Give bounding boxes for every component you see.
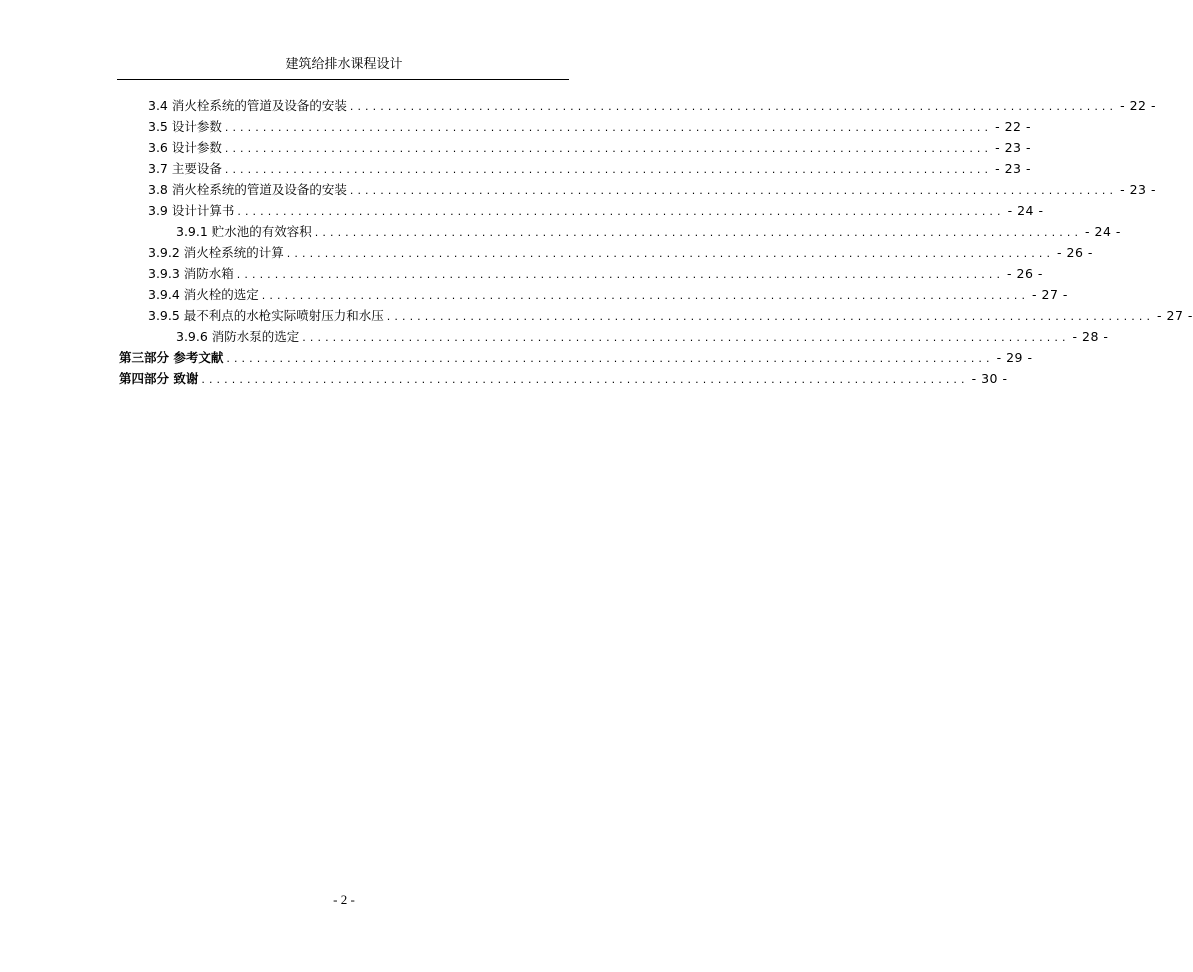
- toc-dot-leader: .....................................................................................................: [386, 310, 1155, 323]
- running-header: 建筑给排水课程设计: [285, 57, 403, 72]
- toc-dot-leader: .....................................................................................................: [224, 121, 993, 134]
- toc-entry-title: 3.9 设计计算书: [148, 203, 235, 218]
- page-number: - 2 -: [333, 892, 355, 907]
- header-divider: [117, 79, 569, 80]
- toc-entry-page: - 27 -: [1032, 287, 1068, 302]
- toc-entry-title: 3.9.3 消防水箱: [148, 266, 234, 281]
- toc-entry[interactable]: [148, 180, 1156, 200]
- toc-entry-title: 3.9.6 消防水泵的选定: [176, 329, 300, 344]
- toc-entry[interactable]: [148, 243, 1093, 263]
- toc-entry[interactable]: [148, 264, 1043, 284]
- toc-dot-leader: .....................................................................................................: [261, 289, 1030, 302]
- toc-entry[interactable]: [176, 327, 1109, 347]
- toc-entry-page: - 26 -: [1007, 266, 1043, 281]
- toc-entry-page: - 29 -: [996, 350, 1033, 365]
- toc-entry-title: 3.9.2 消火栓系统的计算: [148, 245, 284, 260]
- toc-entry[interactable]: [148, 306, 1193, 326]
- toc-entry[interactable]: [119, 369, 1008, 389]
- toc-entry-page: - 22 -: [995, 119, 1031, 134]
- toc-entry-page: - 27 -: [1157, 308, 1193, 323]
- toc-dot-leader: .....................................................................................................: [224, 142, 993, 155]
- toc-dot-leader: .....................................................................................................: [237, 205, 1005, 218]
- toc-entry-title: 3.9.1 贮水池的有效容积: [176, 224, 312, 239]
- toc-entry-page: - 24 -: [1007, 203, 1044, 218]
- toc-dot-leader: .....................................................................................................: [314, 226, 1083, 239]
- toc-dot-leader: .....................................................................................................: [286, 247, 1055, 260]
- toc-dot-leader: .....................................................................................................: [226, 352, 994, 365]
- toc-entry-title: 3.9.4 消火栓的选定: [148, 287, 259, 302]
- toc-entry-title: 第四部分 致谢: [119, 371, 199, 386]
- toc-entry-title: 3.8 消火栓系统的管道及设备的安装: [148, 182, 347, 197]
- toc-dot-leader: .....................................................................................................: [201, 373, 969, 386]
- toc-dot-leader: .....................................................................................................: [224, 163, 993, 176]
- toc-dot-leader: .....................................................................................................: [349, 100, 1118, 113]
- toc-entry[interactable]: [148, 201, 1044, 221]
- toc-entry-page: - 22 -: [1120, 98, 1156, 113]
- toc-dot-leader: .....................................................................................................: [236, 268, 1005, 281]
- toc-entry[interactable]: [148, 138, 1031, 158]
- toc-entry-page: - 23 -: [995, 161, 1031, 176]
- toc-entry-page: - 23 -: [1120, 182, 1156, 197]
- toc-entry-title: 3.6 设计参数: [148, 140, 222, 155]
- toc-entry-title: 第三部分 参考文献: [119, 350, 224, 365]
- toc-entry-page: - 24 -: [1085, 224, 1121, 239]
- toc-dot-leader: .....................................................................................................: [349, 184, 1118, 197]
- toc-entry[interactable]: [119, 348, 1033, 368]
- toc-entry[interactable]: [148, 117, 1031, 137]
- toc-entry[interactable]: [148, 96, 1156, 116]
- toc-entry[interactable]: [148, 285, 1068, 305]
- toc-entry-title: 3.5 设计参数: [148, 119, 222, 134]
- toc-entry-page: - 28 -: [1072, 329, 1109, 344]
- toc-entry-page: - 23 -: [995, 140, 1031, 155]
- toc-entry-title: 3.7 主要设备: [148, 161, 222, 176]
- toc-dot-leader: .....................................................................................................: [302, 331, 1070, 344]
- toc-entry-title: 3.4 消火栓系统的管道及设备的安装: [148, 98, 347, 113]
- toc-entry-title: 3.9.5 最不利点的水枪实际喷射压力和水压: [148, 308, 384, 323]
- toc-entry-page: - 30 -: [971, 371, 1008, 386]
- toc-entry[interactable]: [176, 222, 1121, 242]
- toc-entry[interactable]: [148, 159, 1031, 179]
- toc-entry-page: - 26 -: [1057, 245, 1093, 260]
